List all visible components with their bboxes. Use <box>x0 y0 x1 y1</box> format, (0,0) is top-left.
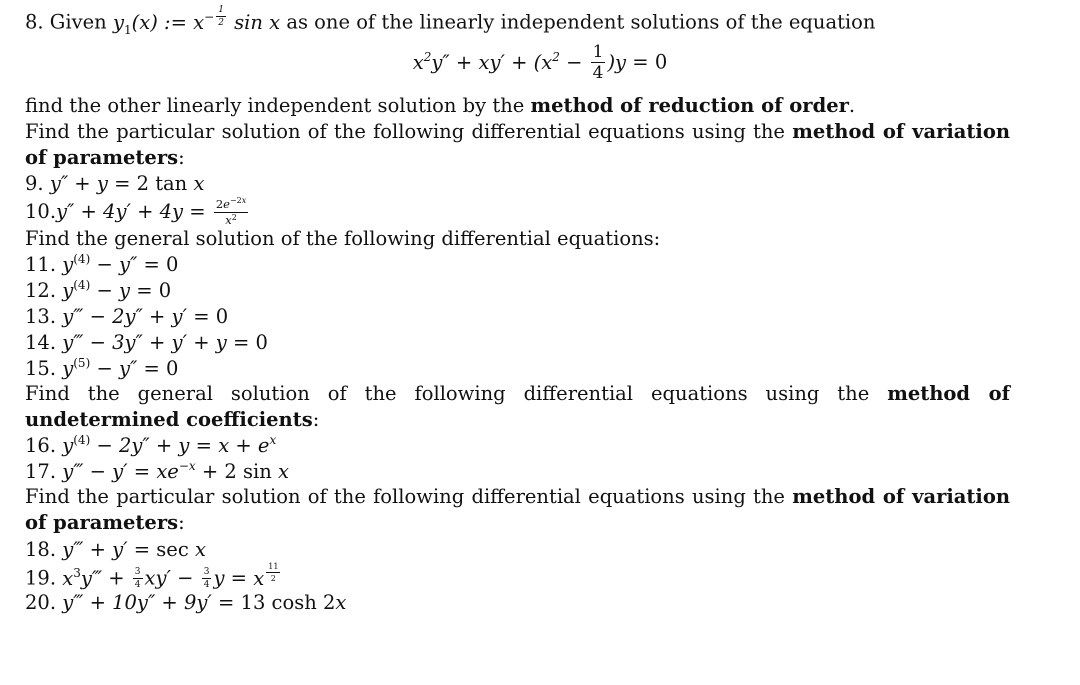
method-variation-of-parameters-2: method of variation of parameters <box>25 485 1010 534</box>
problem-8-given-function: $y_1(x)$ := $x^{- \frac{1}{2}}$ sin x <box>112 5 281 37</box>
problem-10: 10.y″ + 4y′ + 4y = $\frac{2e^{-2x}}{x^2}$ <box>25 196 247 227</box>
problem-8-text: as one of the linearly independent solutions of the equation <box>286 10 876 34</box>
problem-14: 14. y‴ − 3y″ + y′ + y = 0 <box>25 331 268 354</box>
section-intro-variation-1: Find the particular solution of the following differential equations using the method of variation of parameters: <box>25 120 1010 169</box>
problem-20: 20. y‴ + 10y″ + 9y′ = 13 cosh 2x <box>25 591 347 614</box>
problem-12: 12. $y^{(4)} - y = 0$ <box>25 278 172 302</box>
problem-18: 18. y‴ + y′ = sec x <box>25 538 206 561</box>
problem-8-statement <box>25 6 875 42</box>
problem-13: 13. y‴ − 2y″ + y′ = 0 <box>25 305 229 328</box>
problem-8-equation: $x^2y'' + xy' + (x^2$ − $\frac{1}{4}$ )y = 0 <box>412 42 668 83</box>
section-intro-general: Find the general solution of the following differential equations: <box>25 227 661 250</box>
problem-9: 9. y″ + y = 2 tan x <box>25 172 205 195</box>
section-intro-variation-2: Find the particular solution of the following differential equations using the method of variation of parameters: <box>25 485 1010 534</box>
problem-19: 19. $x^3y‴$ + $\frac{3}{4}$ xy′ − $\frac{3}{4}$ y = x $^{\frac{11}{2}}$ <box>25 562 279 590</box>
problem-16: 16. $y^{(4)} - 2y'' + y = x + e^x$ <box>25 433 277 457</box>
problem-8-label: 8. Given <box>25 10 107 34</box>
problem-11: 11. $y^{(4)} - y'' = 0$ <box>25 252 179 276</box>
method-undetermined-coefficients: method of undetermined coefficients <box>25 382 1010 431</box>
method-reduction-of-order: method of reduction of order <box>530 94 849 117</box>
problem-17: 17. y‴ − $y' = xe^{-x} + 2$ sin x <box>25 459 290 483</box>
section-intro-undetermined: Find the general solution of the following differential equations using the method of undetermined coefficients: <box>25 382 1010 431</box>
problem-8-instruction: find the other linearly independent solution by the method of reduction of order. <box>25 94 856 117</box>
method-variation-of-parameters: method of variation of parameters <box>25 120 1010 169</box>
problem-15: 15. $y^{(5)} - y'' = 0$ <box>25 356 179 380</box>
